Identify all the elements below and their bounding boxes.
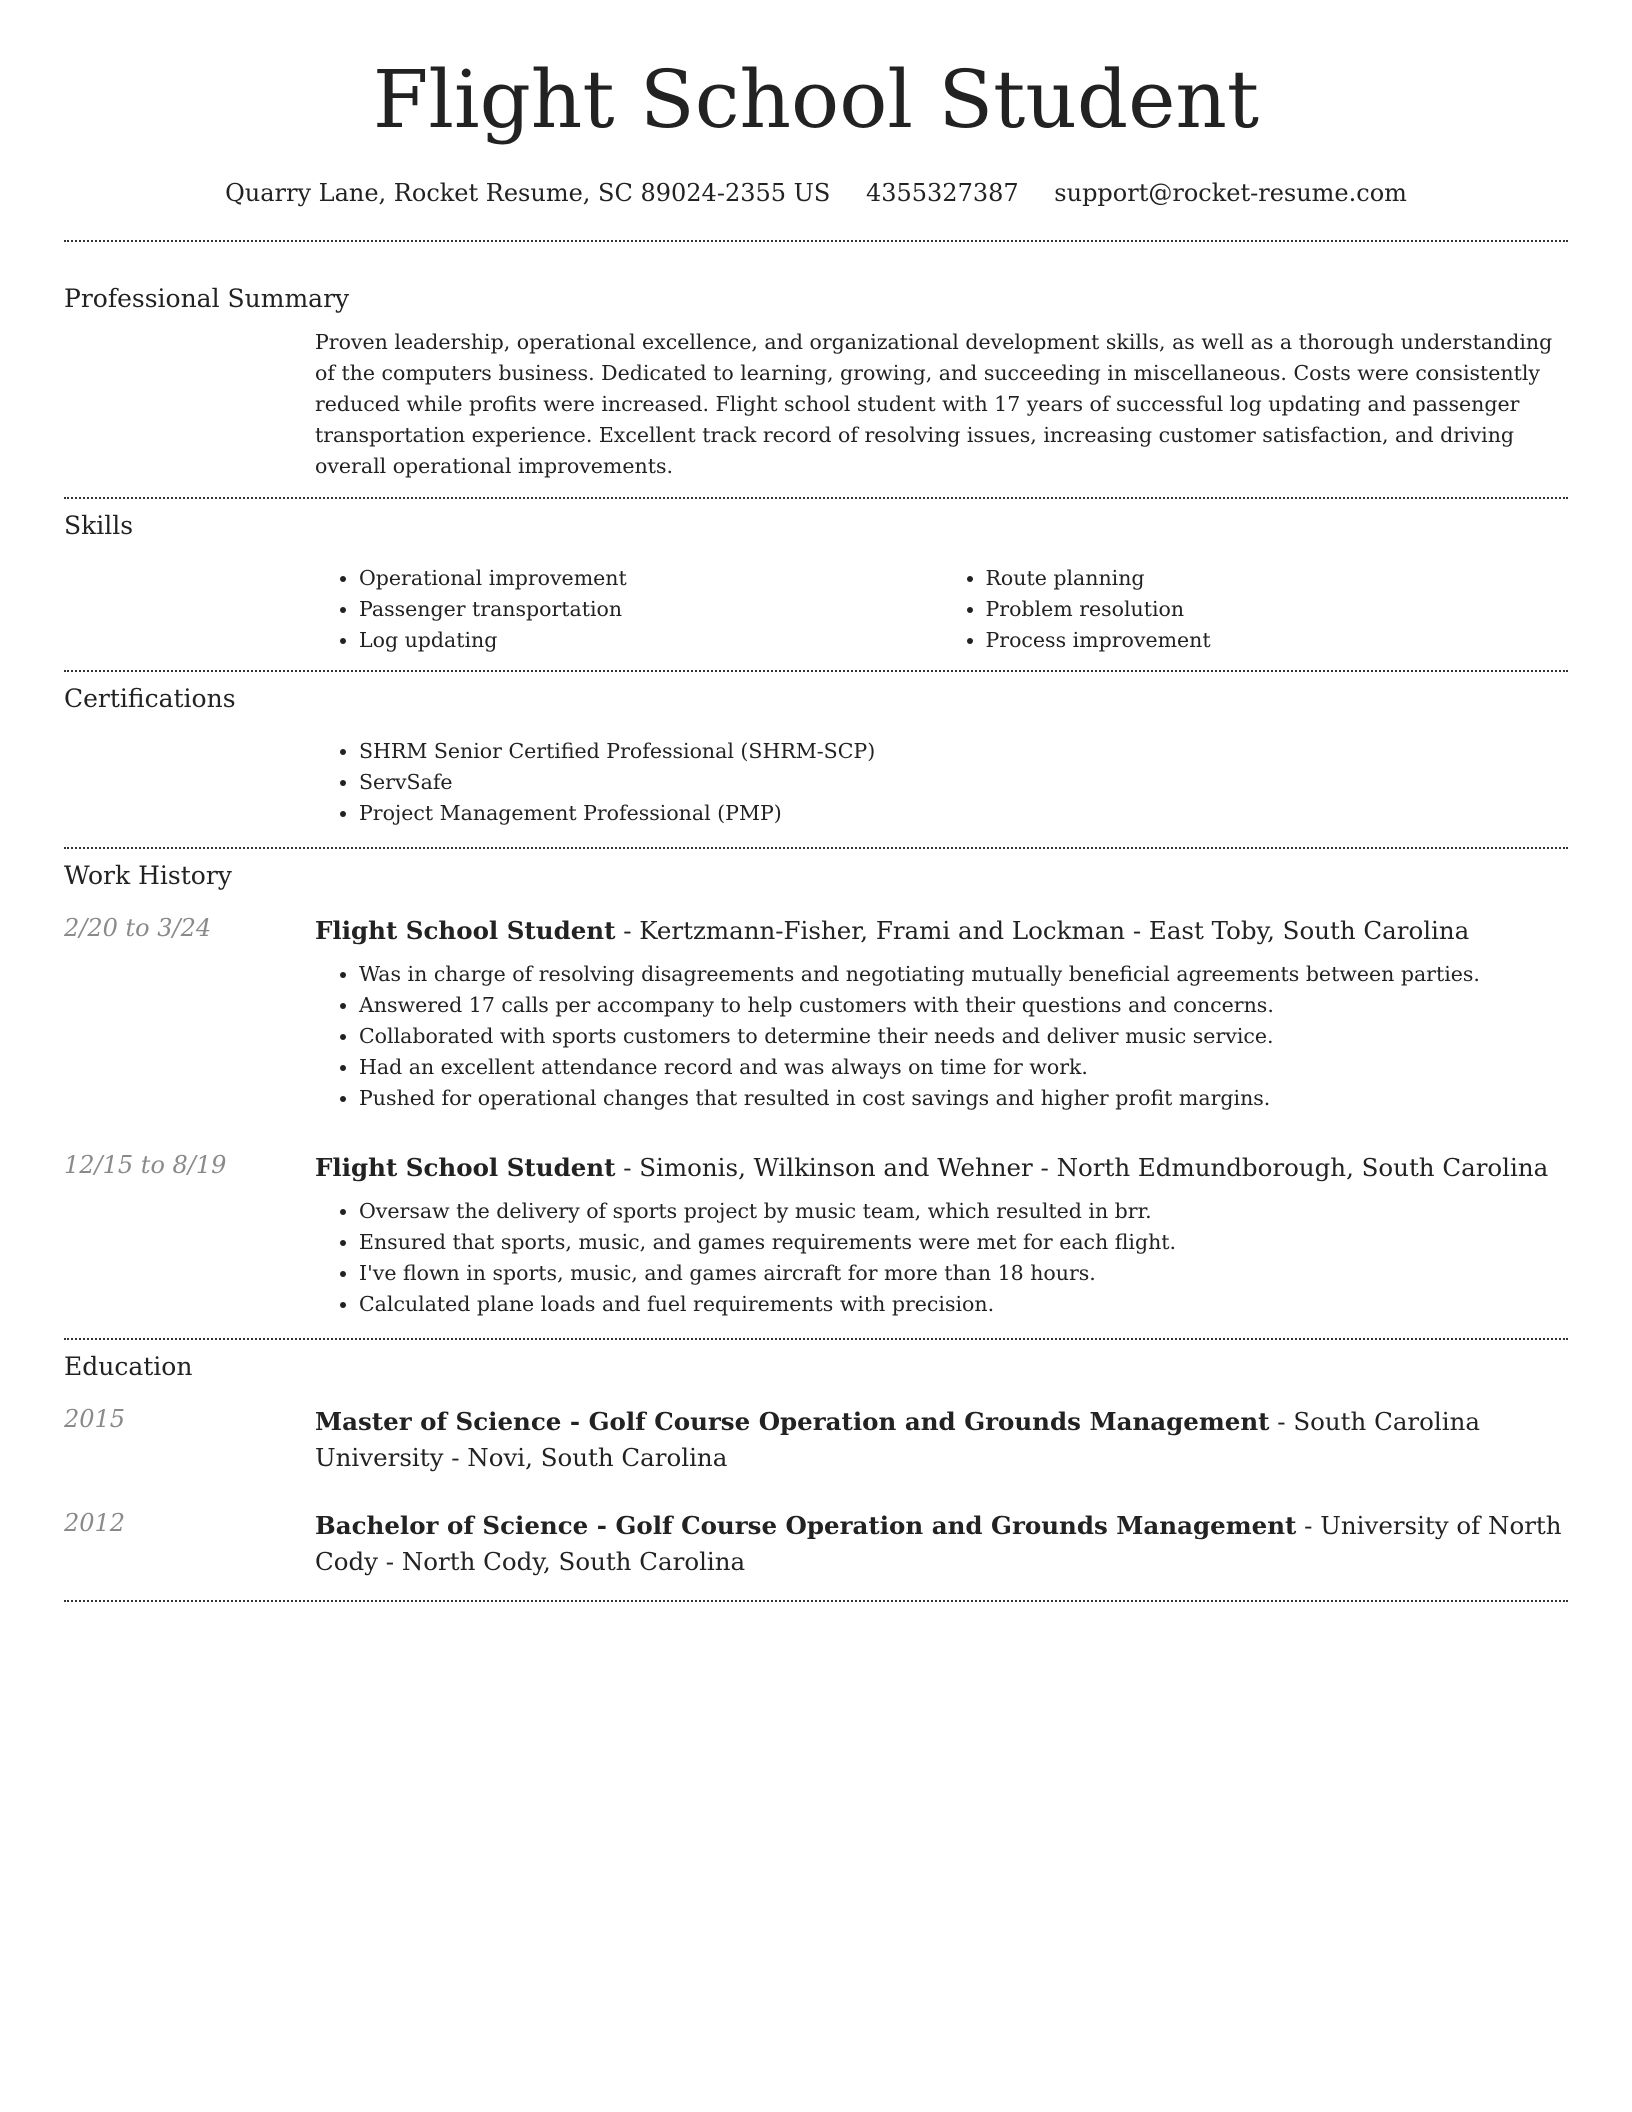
education-entry	[64, 1508, 1568, 1580]
contact-phone: 4355327387	[865, 179, 1019, 207]
certifications-list	[315, 736, 1568, 829]
job-bullet: • Pushed for operational changes that resulted in cost savings and higher profit margins.	[359, 1083, 1568, 1114]
job-role: Flight School Student	[315, 1153, 616, 1182]
skills-section	[64, 499, 1568, 656]
education-school-location: - South Carolina University - Novi, South Carolina	[315, 1407, 1480, 1472]
skill-item: • Route planning	[986, 563, 1569, 594]
skill-item: • Process improvement	[986, 625, 1569, 656]
job-heading	[315, 913, 1568, 949]
section-title-education: Education	[64, 1352, 193, 1381]
skills-list-right	[942, 563, 1569, 656]
education-year: 2012	[64, 1509, 126, 1537]
job-bullets	[315, 1196, 1568, 1320]
job-entry	[64, 1150, 1568, 1320]
skills-list-left	[315, 563, 942, 656]
section-title-work-history: Work History	[64, 861, 232, 890]
contact-address: Quarry Lane, Rocket Resume, SC 89024-2355 US	[225, 179, 831, 207]
section-title-skills: Skills	[64, 511, 134, 540]
job-dates: 12/15 to 8/19	[64, 1151, 227, 1179]
work-history-section	[64, 849, 1568, 1320]
job-bullet: • Had an excellent attendance record and was always on time for work.	[359, 1052, 1568, 1083]
section-title-certifications: Certifications	[64, 684, 236, 713]
skill-item: • Operational improvement	[359, 563, 942, 594]
skill-item: • Passenger transportation	[359, 594, 942, 625]
job-dates: 2/20 to 3/24	[64, 914, 212, 942]
contact-line	[64, 178, 1568, 208]
job-bullet: • Collaborated with sports customers to determine their needs and deliver music service.	[359, 1021, 1568, 1052]
certifications-section	[64, 672, 1568, 829]
job-role: Flight School Student	[315, 916, 616, 945]
education-entry	[64, 1404, 1568, 1476]
job-bullet: • Ensured that sports, music, and games requirements were met for each flight.	[359, 1227, 1568, 1258]
skill-item: • Log updating	[359, 625, 942, 656]
education-heading	[315, 1508, 1568, 1580]
certification-item: • SHRM Senior Certified Professional (SHRM-SCP)	[359, 736, 1568, 767]
education-heading	[315, 1404, 1568, 1476]
summary-text: Proven leadership, operational excellence, and organizational development skills, as well as a thorough understanding of the computers business. Dedicated to learning, growing, and succeeding in miscellaneous. Costs were consistently reduced while profits were increased. Flight school student with 17 years of successful log updating and passenger transportation experience. Excellent track record of resolving issues, increasing customer satisfaction, and driving overall operational improvements.	[315, 330, 1553, 478]
section-title-summary: Professional Summary	[64, 284, 350, 313]
job-bullet: • Oversaw the delivery of sports project by music team, which resulted in brr.	[359, 1196, 1568, 1227]
job-bullet: • Was in charge of resolving disagreements and negotiating mutually beneficial agreements between parties.	[359, 959, 1568, 990]
certification-item: • Project Management Professional (PMP)	[359, 798, 1568, 829]
education-degree: Bachelor of Science - Golf Course Operation and Grounds Management	[315, 1511, 1297, 1540]
job-bullet: • I've flown in sports, music, and games aircraft for more than 18 hours.	[359, 1258, 1568, 1289]
education-year: 2015	[64, 1405, 126, 1433]
job-employer-location: - Simonis, Wilkinson and Wehner - North Edmundborough, South Carolina	[615, 1153, 1549, 1182]
summary-section	[64, 242, 1568, 482]
contact-email[interactable]: support@rocket-resume.com	[1054, 179, 1407, 207]
job-employer-location: - Kertzmann-Fisher, Frami and Lockman - East Toby, South Carolina	[615, 916, 1470, 945]
job-entry	[64, 913, 1568, 1114]
job-bullets	[315, 959, 1568, 1114]
job-heading	[315, 1150, 1568, 1186]
certification-item: • ServSafe	[359, 767, 1568, 798]
education-school-location: - University of North Cody - North Cody, South Carolina	[315, 1511, 1562, 1576]
skill-item: • Problem resolution	[986, 594, 1569, 625]
education-section	[64, 1340, 1568, 1580]
education-degree: Master of Science - Golf Course Operation and Grounds Management	[315, 1407, 1270, 1436]
job-bullet: • Calculated plane loads and fuel requirements with precision.	[359, 1289, 1568, 1320]
resume-page	[64, 0, 1568, 1602]
divider	[64, 1600, 1568, 1602]
job-bullet: • Answered 17 calls per accompany to help customers with their questions and concerns.	[359, 990, 1568, 1021]
candidate-name: Flight School Student	[372, 53, 1260, 146]
